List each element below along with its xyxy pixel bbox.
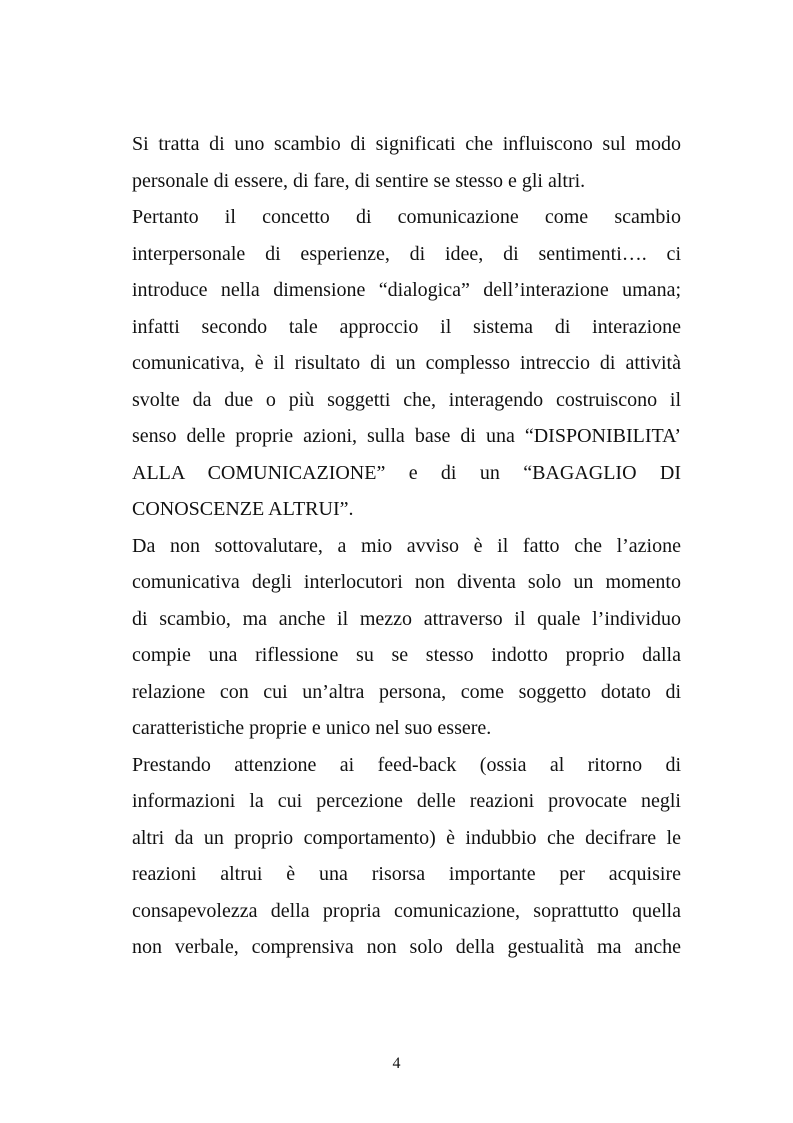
text-line: Prestando attenzione ai feed-back (ossia al ritorno di — [132, 753, 681, 776]
text-line: compie una riflessione su se stesso indotto proprio dalla — [132, 644, 681, 666]
text-line: senso delle proprie azioni, sulla base di una “DISPONIBILITA’ — [132, 425, 681, 447]
text-line: interpersonale di esperienze, di idee, di sentimenti…. ci — [132, 242, 681, 265]
text-line: non verbale, comprensiva non solo della gestualità ma anche — [132, 936, 681, 958]
text-line: ALLA COMUNICAZIONE” e di un “BAGAGLIO DI — [132, 461, 681, 484]
text-line: comunicativa, è il risultato di un complesso intreccio di attività — [132, 352, 681, 374]
text-line: consapevolezza della propria comunicazione, soprattutto quella — [132, 899, 681, 922]
text-line: Si tratta di uno scambio di significati che influiscono sul modo — [132, 133, 681, 155]
text-line: relazione con cui un’altra persona, come soggetto dotato di — [132, 680, 681, 703]
text-line: svolte da due o più soggetti che, interagendo costruiscono il — [132, 388, 681, 411]
text-line: infatti secondo tale approccio il sistema di interazione — [132, 315, 681, 338]
text-line: informazioni la cui percezione delle reazioni provocate negli — [132, 790, 681, 812]
text-line: comunicativa degli interlocutori non diventa solo un momento — [132, 571, 681, 593]
text-line: altri da un proprio comportamento) è indubbio che decifrare le — [132, 826, 681, 849]
text-line: Pertanto il concetto di comunicazione come scambio — [132, 206, 681, 228]
text-line: CONOSCENZE ALTRUI”. — [132, 498, 354, 520]
text-line: caratteristiche proprie e unico nel suo essere. — [132, 717, 492, 739]
text-line: Da non sottovalutare, a mio avviso è il fatto che l’azione — [132, 534, 681, 557]
text-line: reazioni altrui è una risorsa importante per acquisire — [132, 863, 681, 885]
text-line: introduce nella dimensione “dialogica” dell’interazione umana; — [132, 279, 681, 301]
text-line: personale di essere, di fare, di sentire se stesso e gli altri. — [132, 169, 586, 192]
body-text — [132, 126, 681, 966]
text-line: di scambio, ma anche il mezzo attraverso il quale l’individuo — [132, 607, 681, 630]
page-number: 4 — [392, 1055, 401, 1072]
